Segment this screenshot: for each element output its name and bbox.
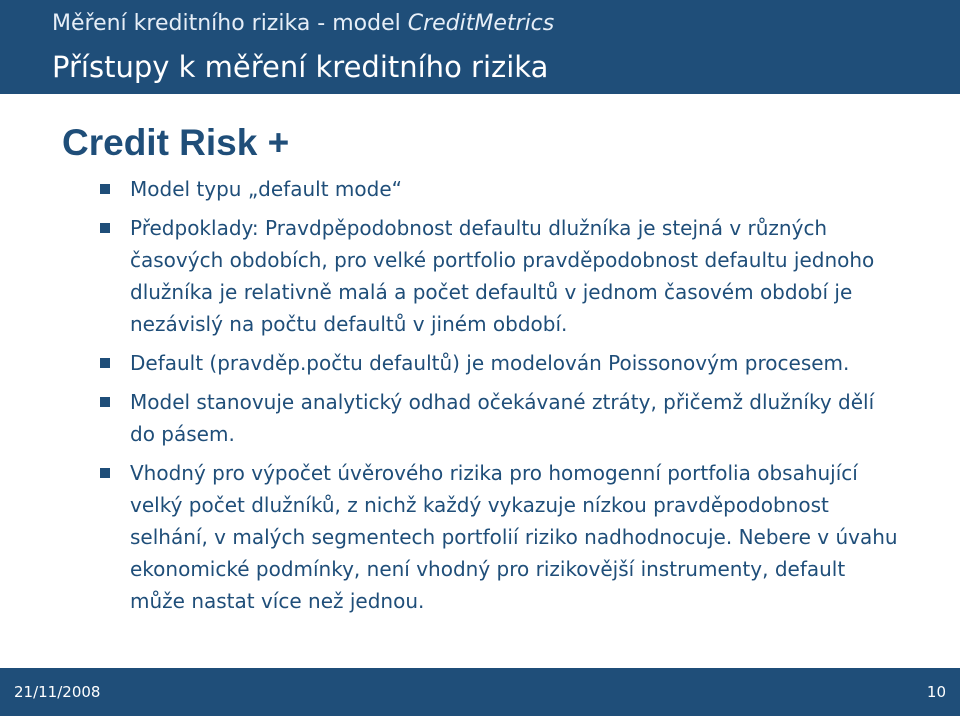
bullet-item xyxy=(98,386,898,450)
square-bullet-icon xyxy=(100,184,110,194)
presentation-title-prefix: Měření kreditního rizika - model xyxy=(52,11,408,36)
slide-title: Přístupy k měření kreditního rizika xyxy=(52,50,549,84)
header-band xyxy=(0,0,960,94)
bullet-item xyxy=(98,347,898,379)
presentation-title-brand: CreditMetrics xyxy=(407,11,555,36)
bullet-list xyxy=(98,173,898,624)
square-bullet-icon xyxy=(100,397,110,407)
footer-band xyxy=(0,668,960,716)
square-bullet-icon xyxy=(100,468,110,478)
bullet-item xyxy=(98,457,898,617)
bullet-text: Model typu „default mode“ xyxy=(130,177,402,201)
bullet-item xyxy=(98,212,898,340)
square-bullet-icon xyxy=(100,223,110,233)
bullet-text: Default (pravděp.počtu defaultů) je modelován Poissonovým procesem. xyxy=(130,351,850,375)
bullet-text: Model stanovuje analytický odhad očekávané ztráty, přičemž dlužníky dělí do pásem. xyxy=(130,390,875,446)
footer-date: 21/11/2008 xyxy=(14,683,101,701)
bullet-text: Předpoklady: Pravdpěpodobnost defaultu dlužníka je stejná v různých časových obdobích, pro velké portfolio pravděpodobnost defaultu jednoho dlužníka je relativně malá a počet defaultů v jednom časovém období je nezávislý na počtu defaultů v jiném období. xyxy=(130,216,875,336)
bullet-text: Vhodný pro výpočet úvěrového rizika pro homogenní portfolia obsahující velký počet dlužníků, z nichž každý vykazuje nízkou pravděpodobnost selhání, v malých segmentech portfolií riziko nadhodnocuje. Nebere v úvahu ekonomické podmínky, není vhodný pro rizikovější instrumenty, default může nastat více než jednou. xyxy=(130,461,898,613)
page-number: 10 xyxy=(926,683,946,701)
section-title: Credit Risk + xyxy=(62,122,290,163)
square-bullet-icon xyxy=(100,358,110,368)
bullet-item xyxy=(98,173,898,205)
presentation-title xyxy=(52,11,554,36)
